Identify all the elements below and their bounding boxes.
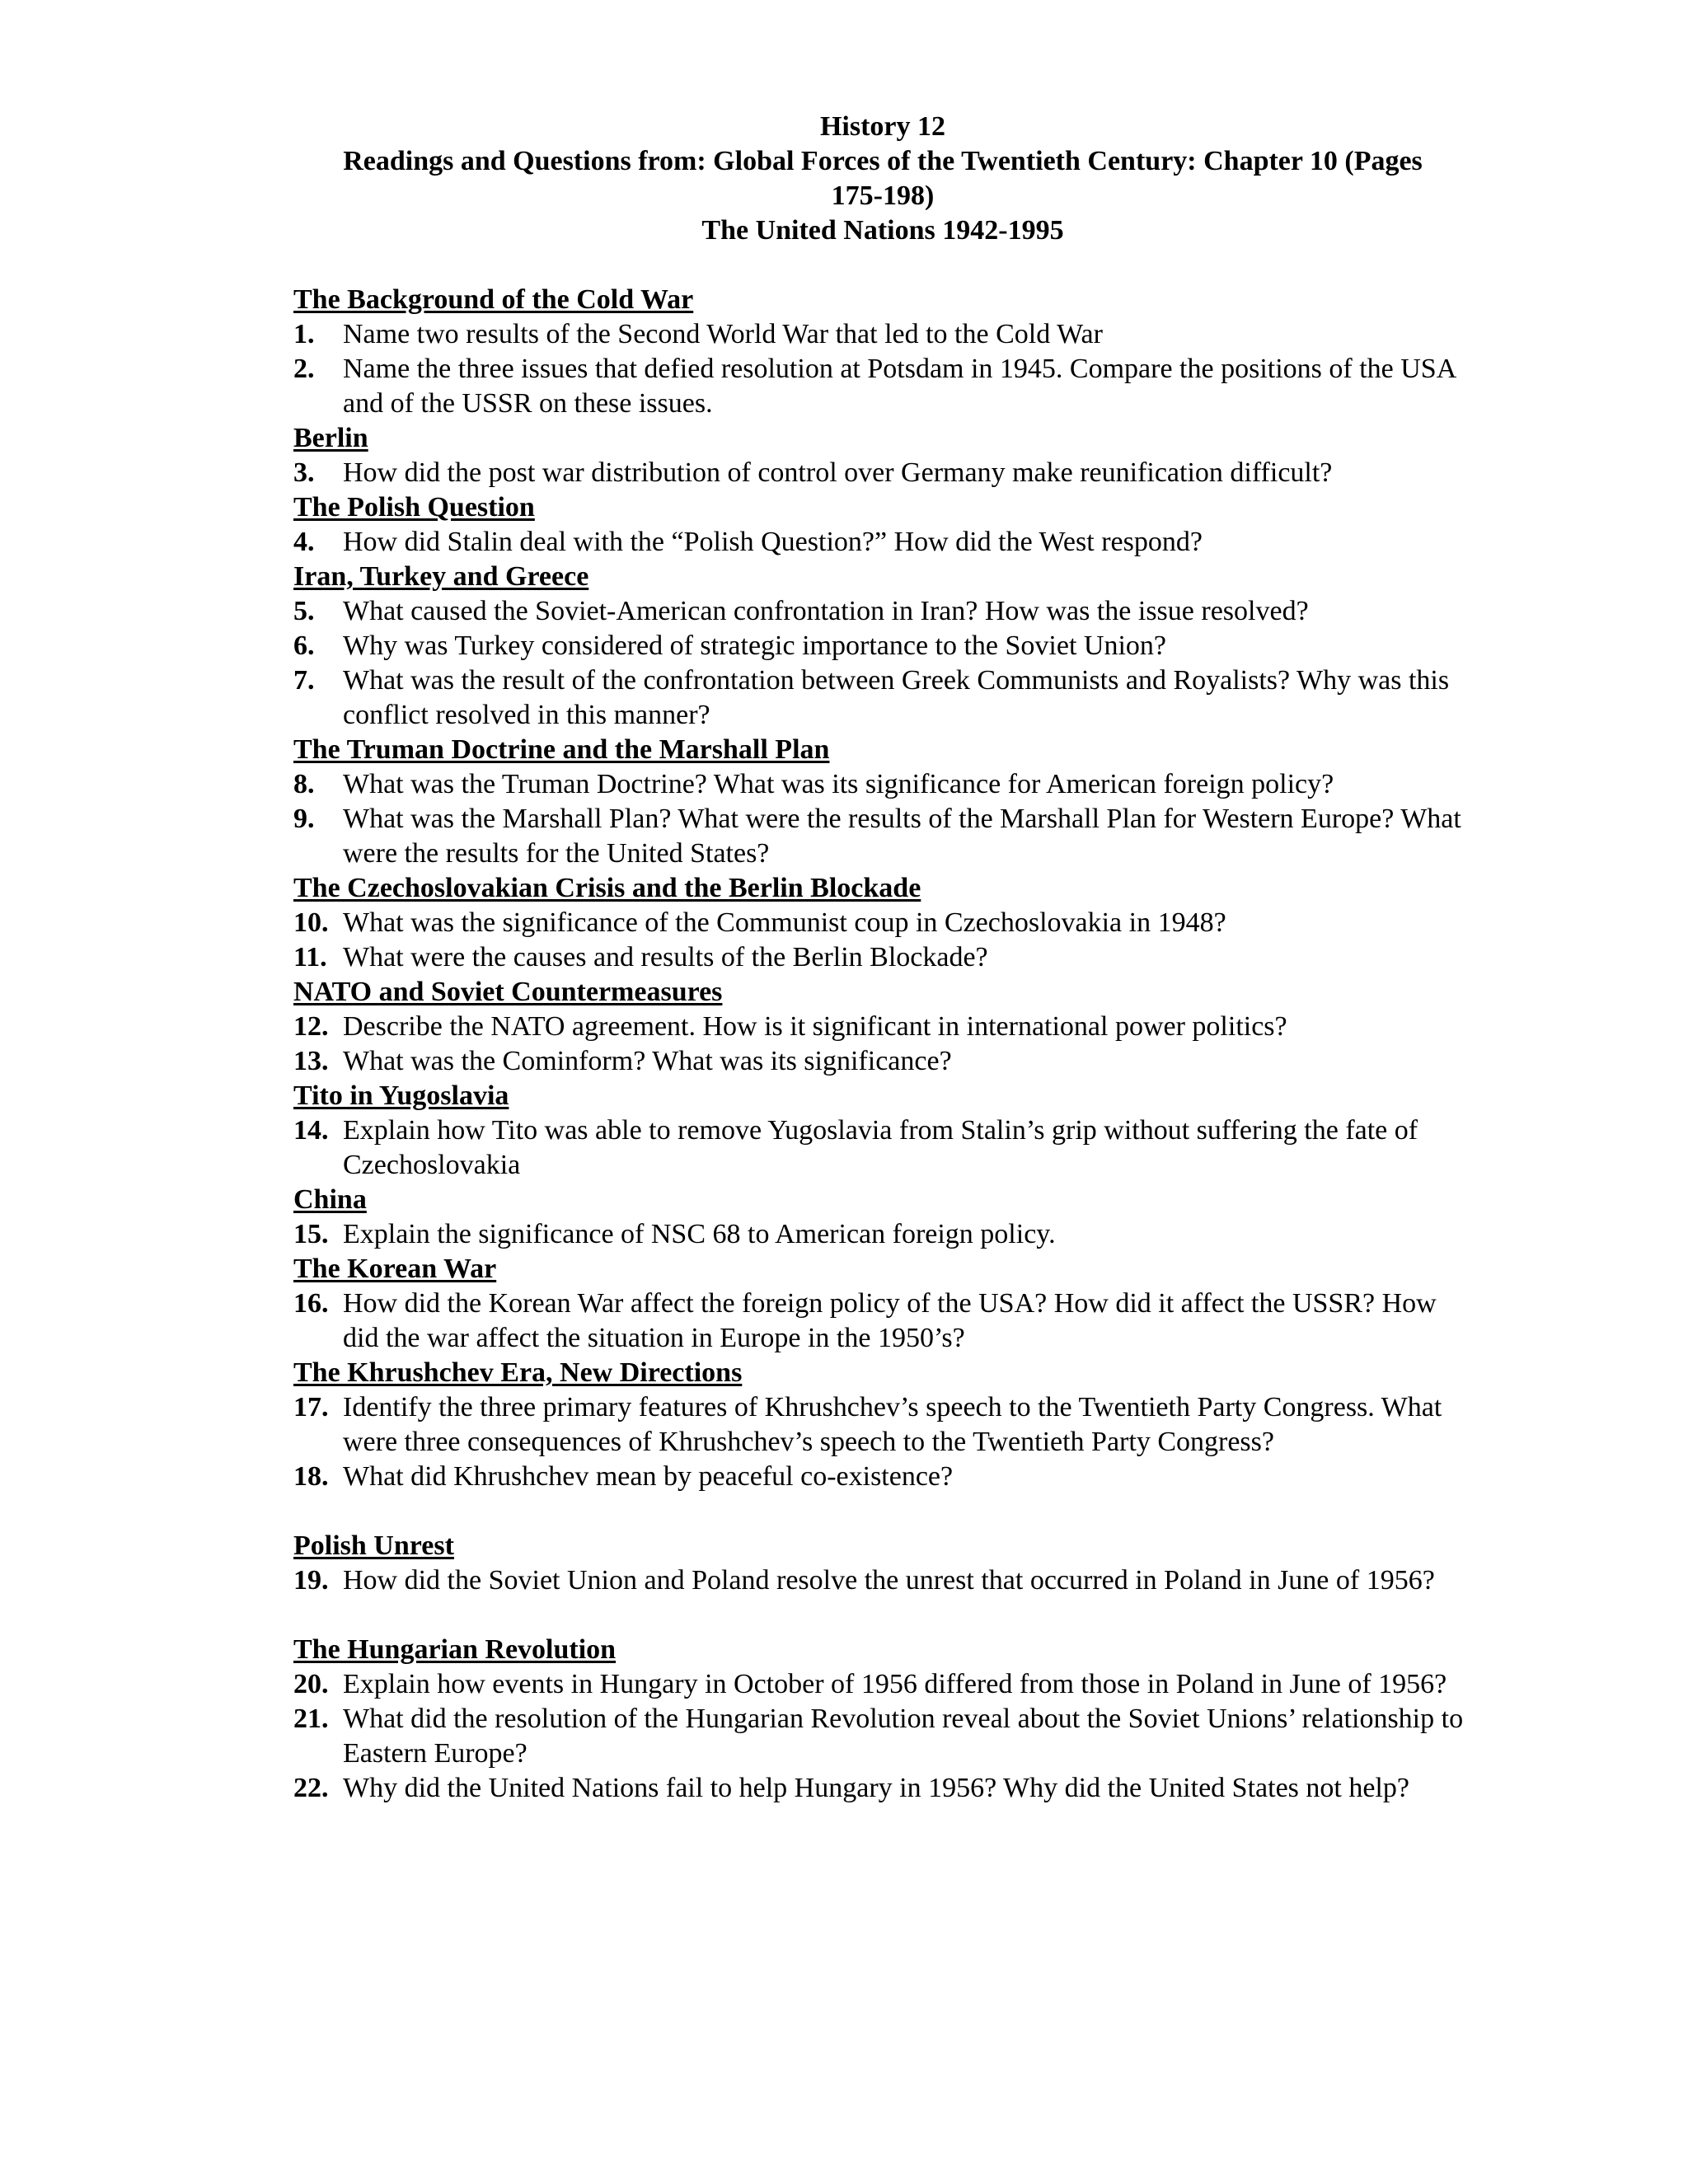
question-text: What did the resolution of the Hungarian Revolution reveal about the Soviet Unions’ relationship to Eastern Europe? (343, 1704, 1464, 1769)
question-item (293, 1702, 1472, 1771)
question-text: How did the Soviet Union and Poland resolve the unrest that occurred in Poland in June of 1956? (343, 1565, 1435, 1596)
document-page (293, 110, 1472, 1806)
section-heading: China (293, 1184, 367, 1215)
question-number: 18. (293, 1461, 329, 1492)
question-number: 5. (293, 596, 315, 626)
question-number: 10. (293, 907, 329, 938)
section (293, 1356, 1472, 1494)
question-item (293, 629, 1472, 663)
question-item (293, 1286, 1472, 1356)
question-number: 14. (293, 1115, 329, 1146)
question-item (293, 352, 1472, 421)
question-text: Why was Turkey considered of strategic importance to the Soviet Union? (343, 630, 1166, 661)
question-item (293, 767, 1472, 802)
question-text: What was the Marshall Plan? What were the results of the Marshall Plan for Western Europe? What were the results for the United States? (343, 804, 1461, 869)
question-number: 13. (293, 1046, 329, 1076)
section-heading: The Hungarian Revolution (293, 1634, 617, 1665)
section (293, 1183, 1472, 1252)
question-number: 15. (293, 1219, 329, 1249)
section-heading: The Polish Question (293, 492, 535, 523)
question-text: Describe the NATO agreement. How is it significant in international power politics? (343, 1011, 1287, 1042)
question-item (293, 1667, 1472, 1702)
question-text: How did the Korean War affect the foreign policy of the USA? How did it affect the USSR? How did the war affect the situation in Europe in the 1950’s? (343, 1288, 1437, 1353)
question-text: Identify the three primary features of Khrushchev’s speech to the Twentieth Party Congress. What were three consequences of Khrushchev’s speech to the Twentieth Party Congress? (343, 1392, 1442, 1457)
question-text: Name the three issues that defied resolution at Potsdam in 1945. Compare the positions of the USA and of the USSR on these issues. (343, 354, 1456, 419)
question-number: 6. (293, 630, 315, 661)
section-heading: Iran, Turkey and Greece (293, 561, 589, 592)
course-title: History 12 (819, 111, 946, 142)
question-number: 22. (293, 1773, 329, 1803)
readings-title: Readings and Questions from: Global Forces of the Twentieth Century: Chapter 10 (Pages (343, 146, 1423, 176)
question-item (293, 663, 1472, 733)
section-heading: The Khrushchev Era, New Directions (293, 1357, 743, 1388)
question-text: Why did the United Nations fail to help Hungary in 1956? Why did the United States not help? (343, 1773, 1409, 1803)
question-item (293, 456, 1472, 490)
question-item (293, 1010, 1472, 1044)
section-heading: The Background of the Cold War (293, 284, 694, 315)
question-text: Explain the significance of NSC 68 to American foreign policy. (343, 1219, 1056, 1249)
question-number: 1. (293, 319, 315, 349)
section-heading: The Korean War (293, 1254, 497, 1284)
section-heading: NATO and Soviet Countermeasures (293, 977, 723, 1007)
section (293, 421, 1472, 490)
question-item (293, 1771, 1472, 1806)
question-number: 9. (293, 804, 315, 834)
section (293, 1252, 1472, 1356)
question-number: 16. (293, 1288, 329, 1319)
question-text: What caused the Soviet-American confrontation in Iran? How was the issue resolved? (343, 596, 1309, 626)
section-heading: Berlin (293, 423, 368, 453)
section (293, 560, 1472, 733)
question-number: 12. (293, 1011, 329, 1042)
section (293, 1633, 1472, 1806)
readings-pages: 175-198) (831, 180, 935, 211)
section (293, 975, 1472, 1079)
question-item (293, 1113, 1472, 1183)
section-heading: The Truman Doctrine and the Marshall Plan (293, 734, 830, 765)
question-text: Explain how Tito was able to remove Yugoslavia from Stalin’s grip without suffering the fate of Czechoslovakia (343, 1115, 1418, 1180)
question-item (293, 594, 1472, 629)
question-number: 3. (293, 457, 315, 488)
question-number: 21. (293, 1704, 329, 1734)
section-heading: Tito in Yugoslavia (293, 1080, 509, 1111)
section (293, 1529, 1472, 1598)
question-text: What were the causes and results of the Berlin Blockade? (343, 942, 988, 972)
question-text: Explain how events in Hungary in October of 1956 differed from those in Poland in June of 1956? (343, 1669, 1447, 1699)
question-text: How did Stalin deal with the “Polish Question?” How did the West respond? (343, 527, 1203, 557)
document-header (293, 110, 1472, 248)
question-item (293, 906, 1472, 940)
question-text: How did the post war distribution of control over Germany make reunification difficult? (343, 457, 1333, 488)
question-number: 17. (293, 1392, 329, 1422)
chapter-title: The United Nations 1942-1995 (701, 215, 1064, 246)
question-item (293, 802, 1472, 871)
question-item (293, 525, 1472, 560)
section-heading: Polish Unrest (293, 1530, 454, 1561)
section (293, 1079, 1472, 1183)
question-number: 11. (293, 942, 327, 972)
question-item (293, 1217, 1472, 1252)
question-item (293, 1390, 1472, 1460)
section (293, 283, 1472, 421)
question-text: Name two results of the Second World War that led to the Cold War (343, 319, 1103, 349)
question-item (293, 1460, 1472, 1494)
question-text: What was the Truman Doctrine? What was its significance for American foreign policy? (343, 769, 1334, 799)
section (293, 490, 1472, 560)
question-text: What did Khrushchev mean by peaceful co-existence? (343, 1461, 954, 1492)
question-text: What was the Cominform? What was its significance? (343, 1046, 952, 1076)
question-text: What was the significance of the Communist coup in Czechoslovakia in 1948? (343, 907, 1226, 938)
question-number: 4. (293, 527, 315, 557)
question-number: 19. (293, 1565, 329, 1596)
question-number: 7. (293, 665, 315, 696)
section (293, 871, 1472, 975)
question-item (293, 317, 1472, 352)
question-number: 20. (293, 1669, 329, 1699)
section-heading: The Czechoslovakian Crisis and the Berlin Blockade (293, 873, 921, 903)
question-number: 8. (293, 769, 315, 799)
section (293, 733, 1472, 871)
question-sections (293, 283, 1472, 1806)
question-item (293, 1563, 1472, 1598)
question-number: 2. (293, 354, 315, 384)
question-item (293, 940, 1472, 975)
question-item (293, 1044, 1472, 1079)
question-text: What was the result of the confrontation between Greek Communists and Royalists? Why was this conflict resolved in this manner? (343, 665, 1450, 730)
